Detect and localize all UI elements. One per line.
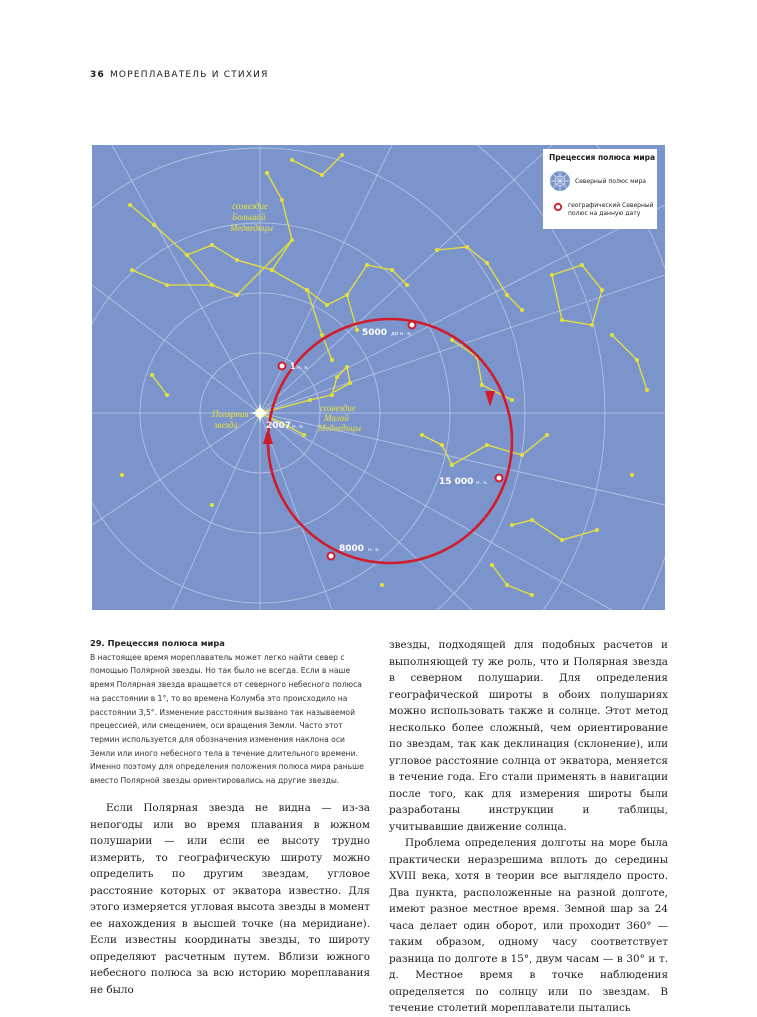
legend-dot-label: географический Северный полюс на данную дату xyxy=(568,202,654,217)
date-8000-suffix: н. э. xyxy=(368,547,380,553)
caption-text: В настоящее время мореплаватель может легко найти север с помощью Полярной звезды. Но так было не всегда. Если в наше время Полярная звезда вращается от северного небесного полюса на расстоянии в 1°, то во времена Колумба это происходило на расстоянии 3,5°. Изменение расстояния вызвано так называемой прецессией, или смещением, оси вращения Земли. Часто этот термин используется для обозначения изменения наклона оси Земли или иного небесного тела в течение длительного времени. Именно поэтому для определения положения полюса мира раньше вместо Полярной звезды ориентировались на другие звезды. xyxy=(90,652,364,786)
polaris-label-1: Полярная xyxy=(212,409,249,419)
caption-title: 29. Прецессия полюса мира xyxy=(90,638,225,648)
ursa-major-label-1: созвездие xyxy=(232,201,268,211)
ursa-minor-label-2: Малой xyxy=(324,413,349,423)
date-5000-suffix: до н. э. xyxy=(391,331,412,337)
ursa-minor-label-3: Медведицы xyxy=(318,423,362,433)
date-2007-suffix: н. э. xyxy=(292,424,304,430)
date-dot-icon xyxy=(553,202,563,212)
paragraph: Если Полярная звезда не видна — из-за непогоды или во время плавания в южном полушарии — или если ее высоту трудно измерить, то географическую широту можно определить по другим звездам, угловое расстояние которых от экватора известно. Для этого измеряется угловая высота звезды в момент ее нахождения в высшей точке (на меридиане). Если известны координаты звезды, то широту определяют расчетным путем. Вблизи южного небесного полюса за всю историю мореплавания не было xyxy=(90,802,370,996)
date-2007: 2007 xyxy=(266,421,292,431)
body-column-left xyxy=(90,800,370,998)
legend-title: Прецессия полюса мира xyxy=(549,153,656,162)
date-8000: 8000 xyxy=(339,544,365,554)
precession-circle xyxy=(268,319,512,563)
arrow-right xyxy=(485,391,495,407)
pole-icon xyxy=(549,170,571,192)
running-header xyxy=(90,70,269,80)
date-5000: 5000 xyxy=(362,328,388,338)
ursa-major-label-3: Медведицы xyxy=(230,223,274,233)
ursa-minor-label-1: созвездие xyxy=(320,403,356,413)
figure-caption xyxy=(90,637,370,788)
polaris-label-2: звезда xyxy=(214,420,238,430)
date-markers xyxy=(279,322,503,560)
map-legend xyxy=(543,149,657,229)
legend-pole-label: Северный полюс мира xyxy=(575,178,646,185)
paragraph: Проблема определения долготы на море была практически неразрешима вплоть до середины XVIII века, хотя в теории все выглядело просто. Два пункта, расположенные на разной долготе, имеют разное местное время. Земной шар за 24 часа делает один оборот, или проходит 360° — таким образом, одному часу соответствует разница по долготе в 15°, двум часам — в 30° и т. д. Местное время в точке наблюдения определяется по солнцу или по звездам. В течение столетий мореплаватели пытались xyxy=(389,837,668,1014)
date-1-suffix: н. э. xyxy=(297,365,309,371)
date-15000: 15 000 xyxy=(439,477,474,487)
page-number: 36 xyxy=(90,70,105,80)
precession-map xyxy=(92,145,665,610)
running-title: МОРЕПЛАВАТЕЛЬ И СТИХИЯ xyxy=(109,70,269,80)
paragraph: звезды, подходящей для подобных расчетов и выполняющей ту же роль, что и Полярная звезда в северном полушарии. Для определения географической широты в обоих полушариях можно использовать также и солнце. Этот метод несколько более сложный, чем ориентирование по звездам, так как деклинация (склонение), или угловое расстояние солнца от экватора, меняется в течение года. Его стали применять в навигации после того, как для измерения широты были разработаны инструкции и таблицы, учитывавшие движение солнца. xyxy=(389,639,668,833)
body-column-right xyxy=(389,637,668,1017)
ursa-major-label-2: Большой xyxy=(232,212,266,222)
date-15000-suffix: н. э. xyxy=(476,480,488,486)
date-1: 1 xyxy=(290,362,296,371)
